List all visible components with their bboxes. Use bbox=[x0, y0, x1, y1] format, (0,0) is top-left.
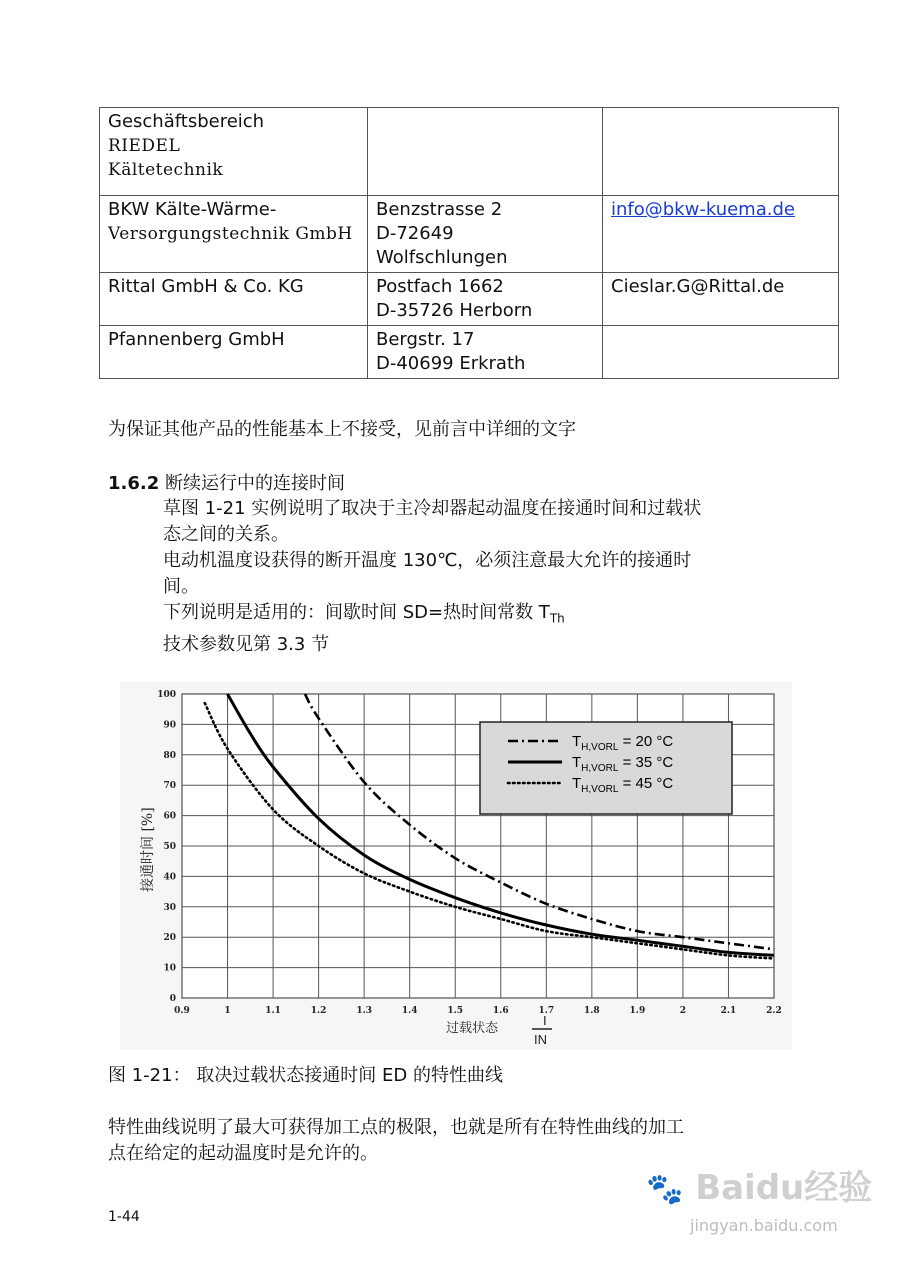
paw-icon: 🐾 bbox=[646, 1172, 684, 1207]
x-tick-label: 1.8 bbox=[584, 1006, 600, 1016]
section-heading bbox=[108, 469, 345, 495]
body-line: 电动机温度设获得的断开温度 130℃，必须注意最大允许的接通时 bbox=[163, 550, 692, 571]
y-tick-label: 50 bbox=[163, 842, 176, 852]
x-tick-label: 2.2 bbox=[766, 1006, 782, 1016]
email-cell bbox=[603, 196, 839, 273]
x-tick-label: 1 bbox=[224, 1006, 231, 1016]
x-axis-label: 过载状态 bbox=[446, 1021, 499, 1036]
y-tick-label: 80 bbox=[163, 750, 176, 761]
x-tick-label: 2.1 bbox=[720, 1006, 737, 1016]
email-cell bbox=[603, 108, 839, 196]
y-tick-label: 40 bbox=[163, 872, 176, 883]
company-line: Pfannenberg GmbH bbox=[108, 329, 285, 350]
company-cell bbox=[100, 108, 368, 196]
company-line: BKW Kälte-Wärme- bbox=[108, 199, 277, 220]
body-line: 草图 1-21 实例说明了取决于主冷却器起动温度在接通时间和过载状 bbox=[163, 498, 702, 519]
company-line: Kältetechnik bbox=[108, 160, 224, 180]
watermark-brand: Baidu经验 bbox=[695, 1168, 873, 1208]
paragraph-line: 特性曲线说明了最大可获得加工点的极限，也就是所有在特性曲线的加工 bbox=[108, 1117, 684, 1138]
watermark-logo bbox=[646, 1160, 872, 1209]
address-line: Postfach 1662 bbox=[376, 276, 504, 297]
note-text: 为保证其他产品的性能基本上不接受，见前言中详细的文字 bbox=[108, 419, 576, 440]
company-cell bbox=[100, 326, 368, 379]
address-line: Bergstr. 17 bbox=[376, 329, 475, 350]
table-row bbox=[100, 273, 839, 326]
company-cell bbox=[100, 196, 368, 273]
characteristic-chart bbox=[120, 682, 792, 1050]
watermark-url: jingyan.baidu.com bbox=[690, 1216, 838, 1235]
company-line: Geschäftsbereich bbox=[108, 111, 265, 132]
email-cell bbox=[603, 326, 839, 379]
address-line: Benzstrasse 2 bbox=[376, 199, 503, 220]
address-cell bbox=[368, 196, 603, 273]
x-tick-label: 1.9 bbox=[629, 1006, 646, 1016]
x-tick-label: 2 bbox=[679, 1006, 687, 1016]
address-line: D-35726 Herborn bbox=[376, 300, 533, 321]
y-axis-label: 接通时间 [%] bbox=[140, 807, 156, 892]
body-line-text: 下列说明是适用的：间歇时间 SD=热时间常数 T bbox=[163, 602, 550, 623]
company-line: RIEDEL bbox=[108, 136, 181, 156]
x-tick-label: 1.4 bbox=[401, 1006, 418, 1016]
email-text: Cieslar.G@Rittal.de bbox=[611, 276, 785, 297]
address-cell bbox=[368, 273, 603, 326]
y-tick-label: 100 bbox=[157, 690, 176, 700]
table-row bbox=[100, 196, 839, 273]
y-tick-label: 10 bbox=[163, 963, 176, 974]
page-number: 1-44 bbox=[108, 1209, 140, 1225]
x-tick-label: 1.6 bbox=[492, 1006, 509, 1016]
body-line: 技术参数见第 3.3 节 bbox=[163, 633, 330, 655]
y-tick-label: 0 bbox=[169, 994, 176, 1004]
figure-caption: 图 1-21： 取决过载状态接通时间 ED 的特性曲线 bbox=[108, 1065, 503, 1086]
x-tick-label: 1.1 bbox=[265, 1006, 281, 1016]
body-line: 态之间的关系。 bbox=[163, 524, 289, 545]
y-tick-label: 20 bbox=[163, 933, 176, 944]
legend-label: $T_{H,VORL} = 20$ °C bbox=[572, 733, 674, 753]
y-tick-label: 30 bbox=[163, 902, 176, 913]
chart-svg bbox=[120, 682, 792, 1050]
address-line: D-40699 Erkrath bbox=[376, 353, 526, 374]
table-row bbox=[100, 108, 839, 196]
table-row bbox=[100, 326, 839, 379]
legend-label: $T_{H,VORL} = 35$ °C bbox=[572, 754, 674, 774]
body-line bbox=[163, 600, 803, 632]
section-body bbox=[163, 496, 803, 658]
x-tick-label: 1.7 bbox=[538, 1006, 555, 1016]
y-tick-label: 60 bbox=[163, 811, 176, 822]
legend-label: $T_{H,VORL} = 45$ °C bbox=[572, 775, 674, 795]
x-tick-label: 0.9 bbox=[174, 1006, 190, 1016]
address-line: Wolfschlungen bbox=[376, 247, 508, 268]
company-line: Versorgungstechnik GmbH bbox=[108, 224, 353, 244]
y-tick-label: 90 bbox=[163, 720, 176, 731]
x-tick-label: 1.5 bbox=[447, 1006, 464, 1016]
section-number: 1.6.2 bbox=[108, 473, 160, 494]
address-cell bbox=[368, 326, 603, 379]
email-cell bbox=[603, 273, 839, 326]
contacts-table bbox=[99, 107, 839, 379]
x-axis-fraction-numerator: I bbox=[543, 1013, 547, 1028]
company-line: Rittal GmbH & Co. KG bbox=[108, 276, 304, 297]
address-cell bbox=[368, 108, 603, 196]
legend-layer bbox=[480, 722, 732, 814]
email-link[interactable]: info@bkw-kuema.de bbox=[611, 199, 795, 220]
section-title: 断续运行中的连接时间 bbox=[164, 473, 345, 494]
body-line: 间。 bbox=[163, 576, 199, 597]
x-axis-fraction-denominator: IN bbox=[534, 1032, 547, 1047]
paragraph-line: 点在给定的起动温度时是允许的。 bbox=[108, 1143, 378, 1164]
address-line: D-72649 bbox=[376, 223, 454, 244]
x-tick-label: 1.3 bbox=[356, 1006, 372, 1016]
th-subscript: Th bbox=[549, 611, 565, 626]
x-tick-label: 1.2 bbox=[310, 1006, 327, 1016]
y-tick-label: 70 bbox=[163, 781, 176, 792]
company-cell bbox=[100, 273, 368, 326]
